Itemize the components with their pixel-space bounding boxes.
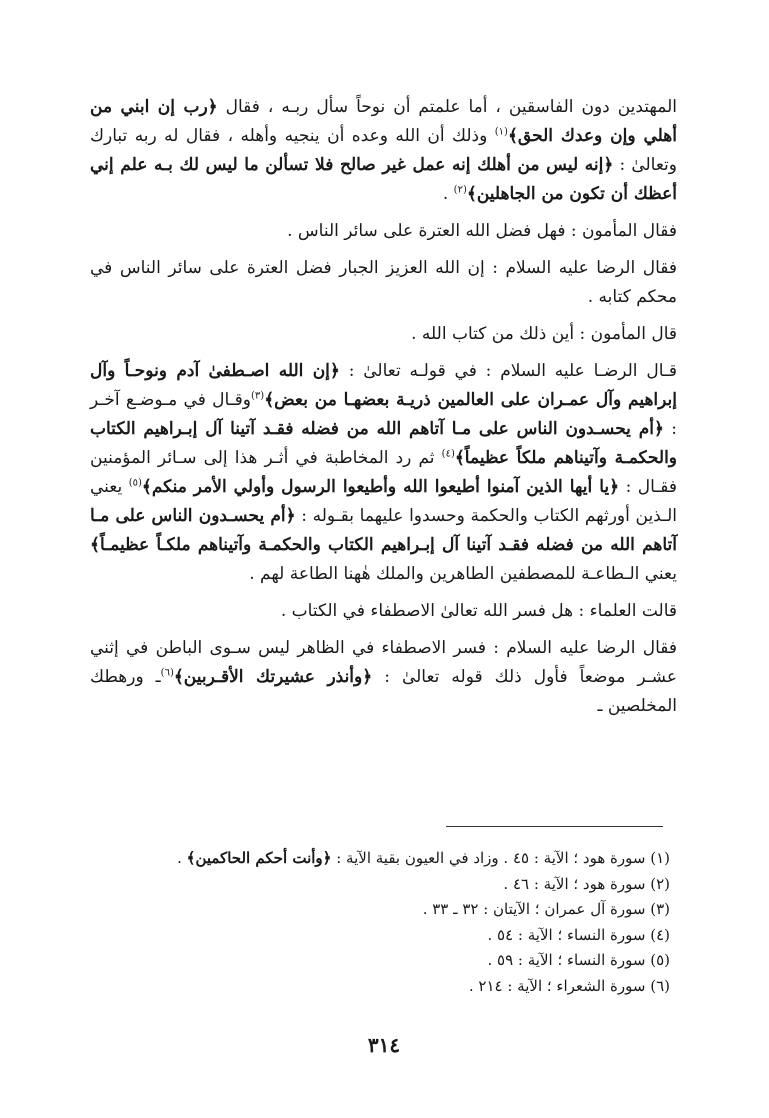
text-run: .: [442, 184, 454, 204]
main-text: [90, 93, 677, 729]
paragraph-3: [90, 254, 677, 312]
text-run: وقـال في مـوضـع آخـر :: [90, 390, 677, 439]
footnote-ref: (٢): [453, 184, 467, 196]
text-run: : فسر الاصطفاء في الظاهر ليس سـوى الباطن في إثني عشـر موضعاً فأول ذلك قوله تعالىٰ :: [90, 638, 677, 687]
quran-quote: ﴿أم يحسـدون الناس على مـا آتاهم الله من فضله فقـد آتينا آل إبـراهيم الكتاب والحكمـة وآتيناهم ملكاً عظيماً﴾: [90, 419, 678, 468]
footnote-1: [95, 846, 670, 872]
honorific: عليه السلام: [505, 258, 589, 278]
text-run: ثم رد المخاطبة في أثـر هذا إلى سـائر المؤمنين فقـال :: [90, 448, 678, 497]
honorific: عليه السلام: [506, 638, 590, 658]
quran-quote: ﴿إن الله اصـطفىٰ آدم ونوحـاً وآل إبراهيم وآل عمـران على العالمين ذريـة بعضهـا من بعض﴾: [90, 361, 677, 410]
text-run: قـال الرضـا: [584, 361, 677, 381]
quran-quote: ﴿وأنت أحكم الحاكمين﴾: [186, 849, 332, 867]
footnote-3: (٣) سورة آل عمران ؛ الآيتان : ٣٢ ـ ٣٣ .: [422, 900, 670, 918]
footnote-separator: [446, 826, 663, 827]
text-run: وذلك أن الله وعده أن ينجيه وأهله ، فقال له ربه تبارك وتعالىٰ :: [90, 126, 677, 175]
quran-quote: ﴿أم يحسـدون الناس على مـا آتاهم الله من فضله فقـد آتينا آل إبـراهيم الكتاب والحكمـة وآتيناهم ملكـاً عظيمـاً﴾: [90, 506, 677, 555]
footnote-4: (٤) سورة النساء ؛ الآية : ٥٤ .: [487, 925, 670, 944]
footnote-ref: (١): [494, 126, 508, 138]
footnotes: [95, 846, 670, 999]
quran-quote: ﴿إنه ليس من أهلك إنه عمل غير صالح فلا تسألن ما ليس لك بـه علم إني أعظك أن تكون من الجاهلين﴾: [90, 155, 677, 204]
footnote-5: (٥) سورة النساء ؛ الآية : ٥٩ .: [487, 951, 670, 969]
footnote-ref: (٤): [441, 448, 455, 460]
footnote-ref: (٥): [128, 477, 142, 489]
footnote-2: (٢) سورة هود ؛ الآية : ٤٦ .: [503, 874, 670, 893]
text-run: : إن الله العزيز الجبار فضل العترة على سائر الناس في محكم كتابه .: [90, 258, 677, 307]
paragraph-5: [90, 357, 677, 589]
text-run: فقال الرضا: [589, 638, 677, 658]
text-run: : في قولـه تعالىٰ :: [339, 361, 501, 381]
quran-quote: ﴿وأنذر عشيرتك الأقـربين﴾: [173, 667, 373, 687]
footnote-text: (١) سورة هود ؛ الآية : ٤٥ . وزاد في العيون بقية الآية :: [331, 849, 670, 867]
text-run: يعني الـطاعـة للمصطفين الطاهرين والملك هٰهنا الطاعة لهم .: [249, 564, 677, 584]
footnote-text: .: [177, 849, 187, 867]
paragraph-6: قالت العلماء : هل فسر الله تعالىٰ الاصطفاء في الكتاب .: [280, 601, 677, 621]
text-run: المهتدين دون الفاسقين ، أما علمتم أن نوحاً سأل ربـه ، فقال: [217, 97, 677, 117]
text-run: يعني الـذين أورثهم الكتاب والحكمة وحسدوا عليهما بقـوله :: [90, 477, 677, 526]
quran-quote: ﴿يا أيها الذين آمنوا أطيعوا الله وأطيعوا الرسول وأولي الأمر منكم﴾: [141, 477, 620, 497]
footnote-6: (٦) سورة الشعراء ؛ الآية : ٢١٤ .: [468, 976, 670, 995]
paragraph-1: [90, 93, 677, 209]
text-run: ـ ورهطك المخلصين ـ: [90, 667, 677, 716]
paragraph-2: فقال المأمون : فهل فضل الله العترة على سائر الناس .: [287, 221, 677, 241]
paragraph-7: [90, 634, 677, 721]
page-number: ٣١٤: [367, 1033, 401, 1057]
paragraph-4: قال المأمون : أين ذلك من كتاب الله .: [411, 324, 677, 344]
honorific: عليه السلام: [500, 361, 585, 381]
footnote-ref: (٣): [251, 390, 265, 402]
text-run: فقال الرضا: [588, 258, 677, 278]
footnote-ref: (٦): [160, 667, 174, 679]
quran-quote: ﴿رب إن ابني من أهلي وإن وعدك الحق﴾: [90, 97, 677, 146]
